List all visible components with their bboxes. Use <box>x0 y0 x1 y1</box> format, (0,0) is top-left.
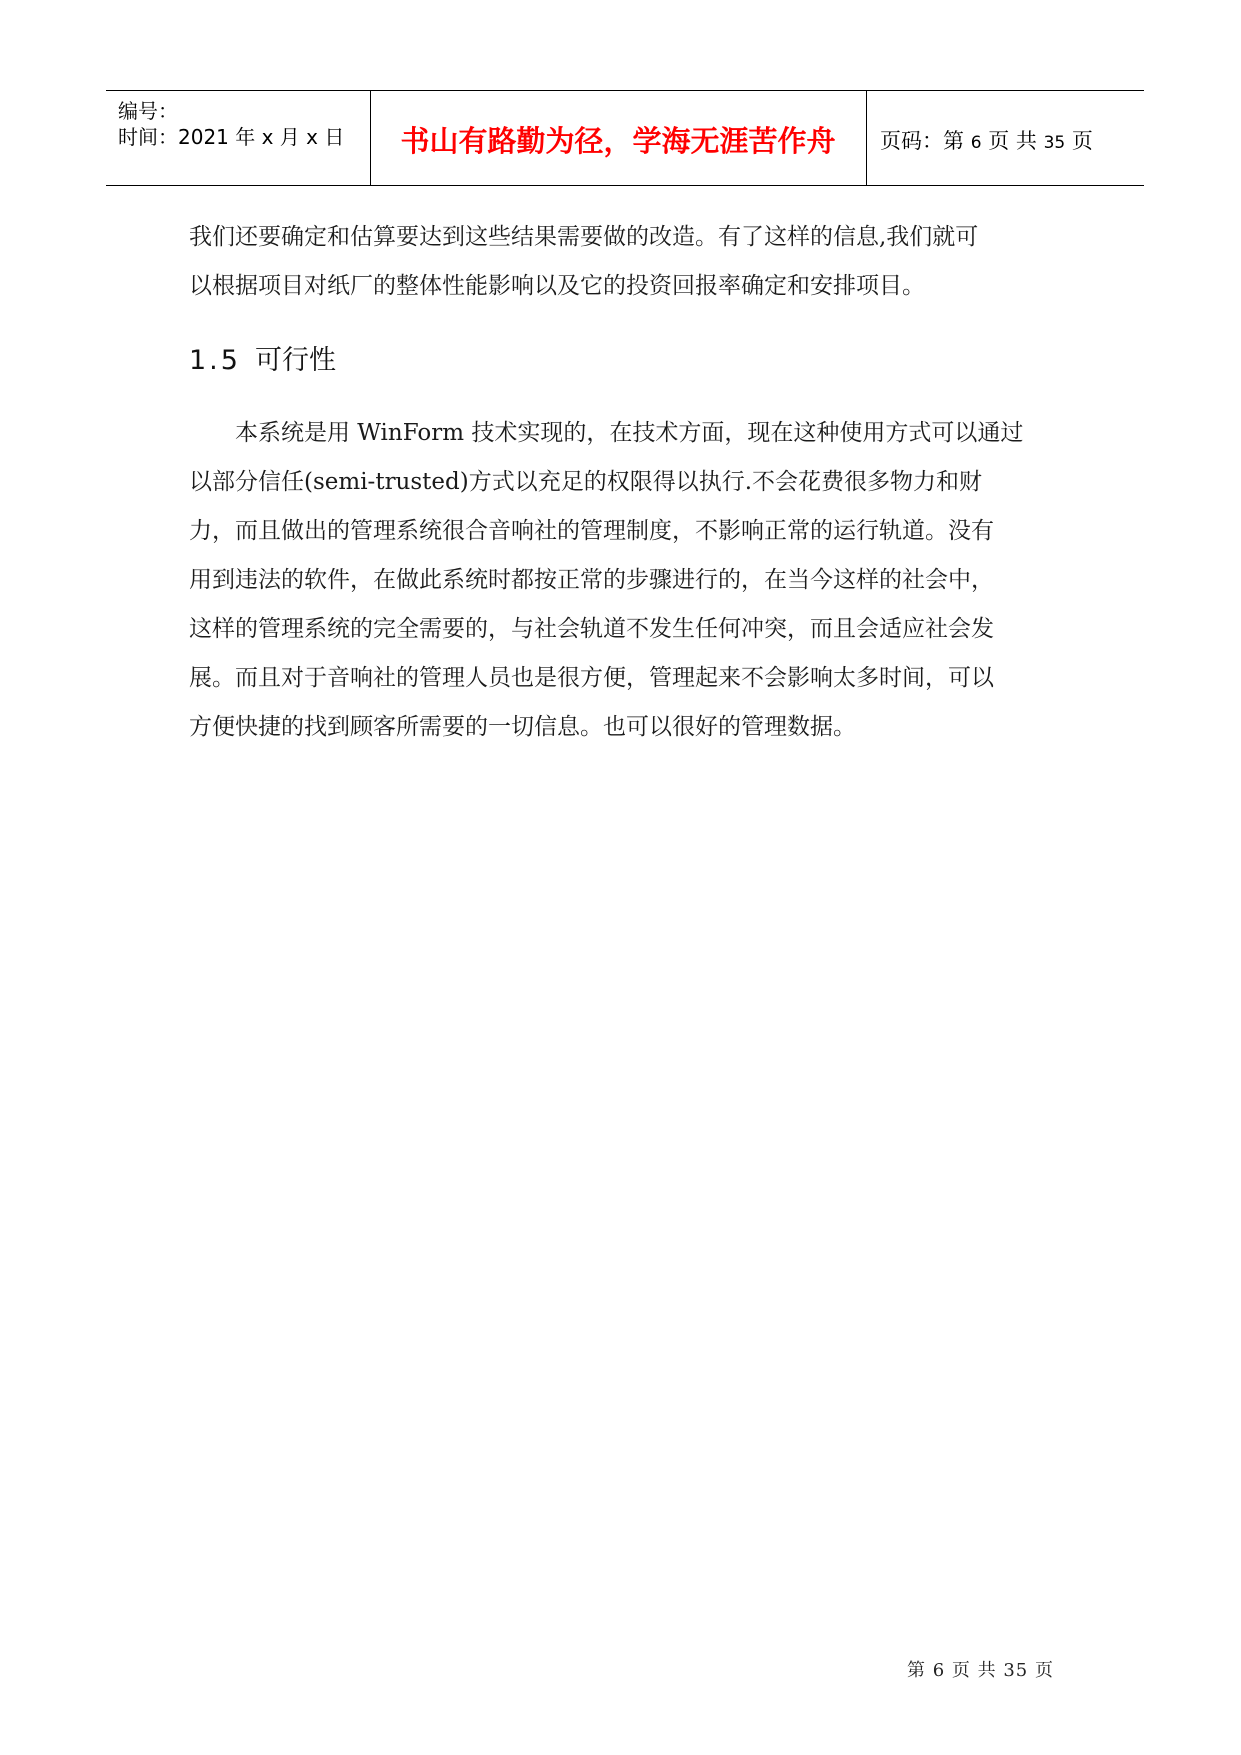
page-total: 35 <box>1043 133 1066 153</box>
document-time-label: 时间：2021 年 x 月 x 日 <box>118 125 345 149</box>
page-footer: 第 6 页 共 35 页 <box>907 1660 1054 1681</box>
section-number: 1.5 <box>189 345 241 376</box>
paragraph-line: 展。而且对于音响社的管理人员也是很方便，管理起来不会影响太多时间，可以 <box>189 665 994 691</box>
paragraph-line: 我们还要确定和估算要达到这些结果需要做的改造。有了这样的信息,我们就可 <box>189 224 979 250</box>
section-heading <box>189 338 336 377</box>
intro-paragraph <box>189 213 1069 311</box>
header-meta-cell <box>106 91 371 185</box>
page-current: 6 <box>970 133 982 153</box>
document-number-label: 编号： <box>118 99 178 123</box>
header-page-number <box>880 125 1093 155</box>
paragraph-line: 以部分信任(semi-trusted)方式以充足的权限得以执行.不会花费很多物力和财 <box>189 469 983 495</box>
paragraph-line: 用到违法的软件，在做此系统时都按正常的步骤进行的，在当今这样的社会中， <box>189 567 994 593</box>
paragraph-line: 本系统是用 WinForm 技术实现的，在技术方面，现在这种使用方式可以通过 <box>235 420 1024 446</box>
header-page-cell <box>866 91 1144 185</box>
header-motto-cell <box>370 91 867 185</box>
feasibility-paragraph <box>189 409 1069 752</box>
paragraph-line: 这样的管理系统的完全需要的，与社会轨道不发生任何冲突，而且会适应社会发 <box>189 616 994 642</box>
paragraph-line: 力，而且做出的管理系统很合音响社的管理制度，不影响正常的运行轨道。没有 <box>189 518 994 544</box>
section-title: 可行性 <box>254 345 336 376</box>
page-label-mid: 页 共 <box>988 129 1037 153</box>
page-label-suffix: 页 <box>1071 129 1093 153</box>
paragraph-line: 方便快捷的找到顾客所需要的一切信息。也可以很好的管理数据。 <box>189 714 856 740</box>
header-motto: 书山有路勤为径，学海无涯苦作舟 <box>400 124 836 158</box>
paragraph-line: 以根据项目对纸厂的整体性能影响以及它的投资回报率确定和安排项目。 <box>189 273 925 299</box>
page-label-prefix: 页码：第 <box>880 129 964 153</box>
page-header <box>106 90 1144 186</box>
